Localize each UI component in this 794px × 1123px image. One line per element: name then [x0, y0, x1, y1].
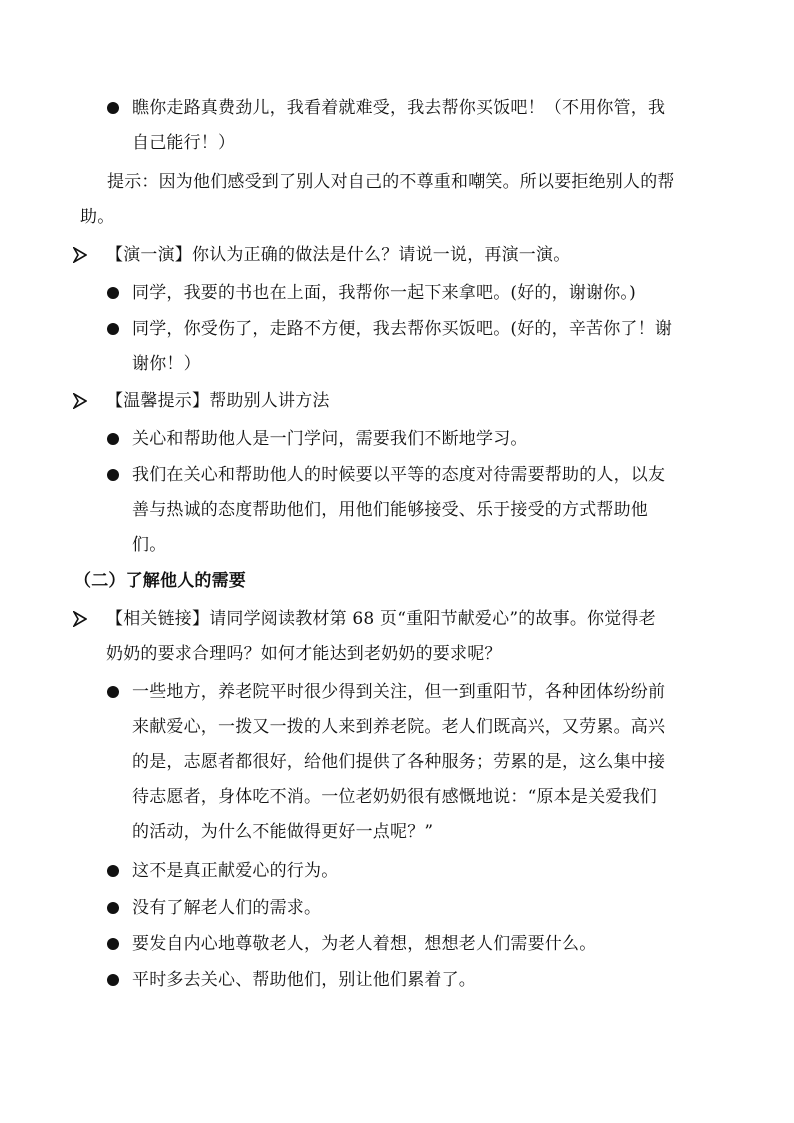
arrow-bullet-icon — [73, 393, 87, 409]
bullet-dot — [107, 938, 119, 950]
answer-bullet-4: 平时多去关心、帮助他们，别让他们累着了。 — [132, 970, 476, 990]
answer-bullet-3: 要发自内心地尊敬老人，为老人着想，想想老人们需要什么。 — [132, 934, 597, 954]
story-line-1: 一些地方，养老院平时很少得到关注，但一到重阳节，各种团体纷纷前 — [132, 682, 666, 702]
act-heading: 【演一演】你认为正确的做法是什么？请说一说，再演一演。 — [106, 245, 571, 265]
bullet-dot — [107, 433, 119, 445]
warm-tip-heading: 【温馨提示】帮助别人讲方法 — [106, 391, 330, 411]
bullet-dot — [107, 323, 119, 335]
related-link-line-1: 【相关链接】请同学阅读教材第 68 页“重阳节献爱心”的故事。你觉得老 — [106, 609, 656, 629]
tip-line-1: 提示：因为他们感受到了别人对自己的不尊重和嘲笑。所以要拒绝别人的帮 — [107, 172, 675, 192]
warm-bullet-1: 关心和帮助他人是一门学问，需要我们不断地学习。 — [132, 429, 528, 449]
bullet-text-1-line-1: 瞧你走路真费劲儿，我看着就难受，我去帮你买饭吧！（不用你管，我 — [132, 98, 666, 118]
story-line-4: 待志愿者，身体吃不消。一位老奶奶很有感慨地说：“原本是关爱我们 — [132, 787, 657, 807]
act-bullet-2-line-2: 谢你！） — [132, 354, 201, 374]
answer-bullet-1: 这不是真正献爱心的行为。 — [132, 861, 339, 881]
bullet-dot — [107, 974, 119, 986]
bullet-dot — [107, 102, 119, 114]
story-line-3: 的是，志愿者都很好，给他们提供了各种服务；劳累的是，这么集中接 — [132, 752, 666, 772]
tip-line-2: 助。 — [80, 207, 115, 227]
bullet-dot — [107, 865, 119, 877]
warm-bullet-2-line-2: 善与热诚的态度帮助他们，用他们能够接受、乐于接受的方式帮助他 — [132, 500, 648, 520]
bullet-dot — [107, 287, 119, 299]
act-bullet-1: 同学，我要的书也在上面，我帮你一起下来拿吧。(好的，谢谢你。) — [132, 283, 636, 303]
arrow-bullet-icon — [73, 247, 87, 263]
warm-bullet-2-line-1: 我们在关心和帮助他人的时候要以平等的态度对待需要帮助的人，以友 — [132, 465, 666, 485]
bullet-dot — [107, 469, 119, 481]
act-bullet-2-line-1: 同学，你受伤了，走路不方便，我去帮你买饭吧。(好的，辛苦你了！谢 — [132, 319, 673, 339]
bullet-text-1-line-2: 自己能行！） — [132, 133, 236, 153]
section-2-title: （二）了解他人的需要 — [74, 571, 246, 591]
bullet-dot — [107, 902, 119, 914]
arrow-bullet-icon — [73, 611, 87, 627]
bullet-dot — [107, 686, 119, 698]
story-line-2: 来献爱心，一拨又一拨的人来到养老院。老人们既高兴，又劳累。高兴 — [132, 717, 666, 737]
warm-bullet-2-line-3: 们。 — [132, 535, 167, 555]
answer-bullet-2: 没有了解老人们的需求。 — [132, 898, 322, 918]
story-line-5: 的活动，为什么不能做得更好一点呢？” — [132, 822, 434, 842]
related-link-line-2: 奶奶的要求合理吗？如何才能达到老奶奶的要求呢？ — [106, 644, 502, 664]
